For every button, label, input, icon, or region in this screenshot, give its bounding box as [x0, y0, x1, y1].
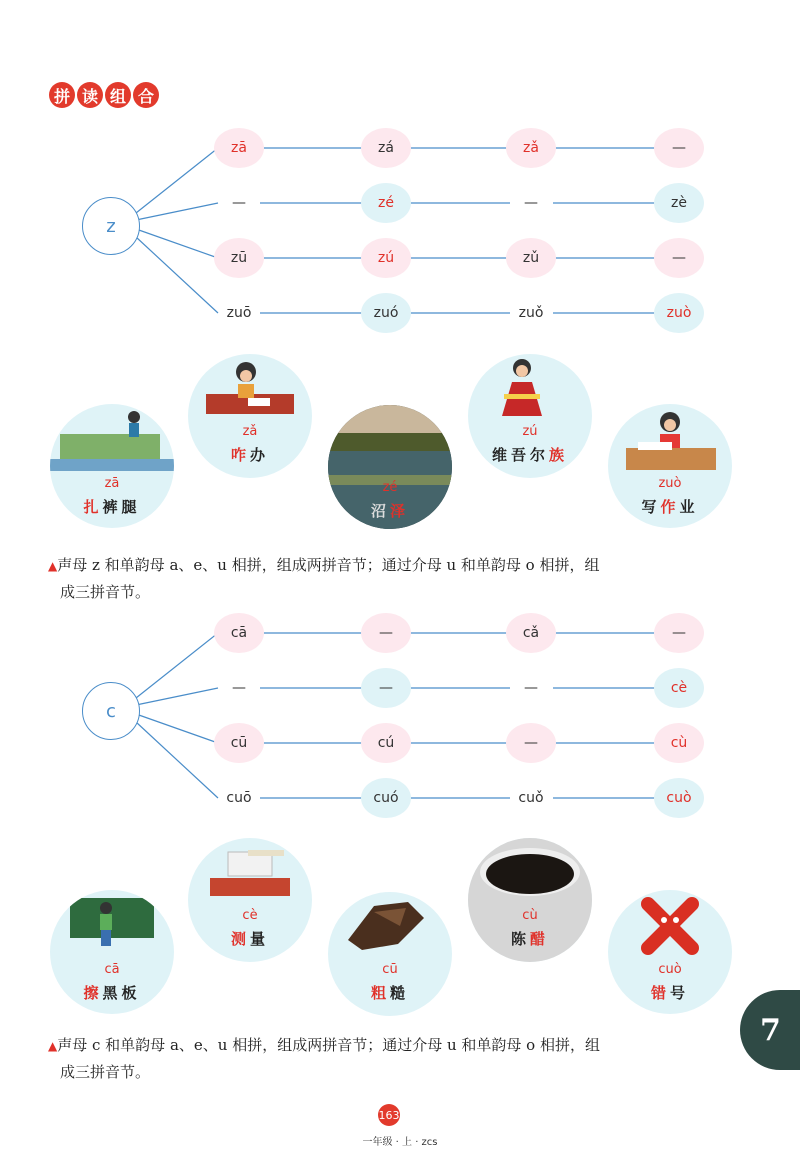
page-number: 163: [378, 1104, 400, 1126]
syllable-cell: cǎ: [506, 613, 556, 653]
word-label: 沼泽: [370, 502, 410, 520]
syllable-cell: zé: [361, 183, 411, 223]
syllable-cell: cuò: [654, 778, 704, 818]
syllable-cell: cuǒ: [518, 790, 544, 806]
syllable-cell: zǎ: [506, 128, 556, 168]
syllable-cell: zá: [361, 128, 411, 168]
pinyin-label: cū: [382, 962, 398, 977]
pinyin-label: cuò: [658, 962, 682, 977]
pinyin-label: zú: [522, 424, 538, 439]
syllable-cell: —: [654, 238, 704, 278]
z-explanation-note: ▲声母 z 和单韵母 a、e、u 相拼，组成两拼音节；通过介母 u 和单韵母 o 相拼，组 成三拼音节。: [48, 556, 600, 601]
c-explanation-note: ▲声母 c 和单韵母 a、e、u 相拼，组成两拼音节；通过介母 u 和单韵母 o 相拼，组 成三拼音节。: [48, 1036, 600, 1081]
syllable-cell: zū: [214, 238, 264, 278]
title-char: 合: [133, 82, 159, 108]
syllable-cell: zǔ: [506, 238, 556, 278]
word-label: 写作业: [641, 498, 699, 516]
syllable-cell: cù: [654, 723, 704, 763]
syllable-cell: —: [361, 668, 411, 708]
word-label: 维吾尔族: [491, 446, 569, 464]
syllable-cell: cè: [654, 668, 704, 708]
syllable-cell: zuó: [361, 293, 411, 333]
syllable-cell: cuō: [226, 790, 252, 806]
syllable-cell: zuǒ: [518, 305, 544, 321]
pinyin-label: cù: [522, 908, 538, 923]
word-label: 陈醋: [510, 930, 550, 948]
picture-zaban: [188, 354, 312, 478]
title-char: 拼: [49, 82, 75, 108]
pinyin-label: cè: [242, 908, 258, 923]
initial-c: c: [82, 682, 140, 740]
word-label: 错号: [650, 984, 690, 1002]
title-char: 组: [105, 82, 131, 108]
pinyin-label: cā: [104, 962, 120, 977]
picture-chencu: [468, 838, 592, 962]
syllable-cell: —: [232, 680, 246, 696]
triangle-marker-icon: ▲: [48, 1039, 58, 1053]
picture-celiang: [188, 838, 312, 962]
pinyin-label: zé: [382, 480, 398, 495]
picture-cuohao: [608, 890, 732, 1014]
syllable-cell: —: [654, 613, 704, 653]
word-label: 咋办: [230, 446, 270, 464]
picture-xie-zuoye: [608, 404, 732, 528]
initial-z: z: [82, 197, 140, 255]
word-label: 扎裤腿: [83, 498, 141, 516]
word-label: 测量: [230, 930, 270, 948]
syllable-cell: zú: [361, 238, 411, 278]
syllable-cell: —: [524, 195, 538, 211]
title-char: 读: [77, 82, 103, 108]
triangle-marker-icon: ▲: [48, 559, 58, 573]
syllable-cell: —: [524, 680, 538, 696]
pinyin-label: zǎ: [242, 424, 258, 439]
syllable-cell: —: [654, 128, 704, 168]
syllable-cell: —: [361, 613, 411, 653]
syllable-cell: zuō: [226, 305, 252, 321]
picture-ca-heiban: [50, 890, 174, 1014]
word-label: 擦黑板: [83, 984, 141, 1002]
pinyin-label: zā: [104, 476, 120, 491]
page-footer: 一年级 · 上 · zcs: [362, 1137, 438, 1148]
z-spelling-grid: [0, 125, 800, 345]
syllable-cell: zā: [214, 128, 264, 168]
syllable-cell: —: [506, 723, 556, 763]
section-title: [49, 82, 159, 108]
syllable-cell: cū: [214, 723, 264, 763]
syllable-cell: zè: [654, 183, 704, 223]
syllable-cell: —: [232, 195, 246, 211]
syllable-cell: zuò: [654, 293, 704, 333]
picture-weiwuer-zu: [468, 354, 592, 478]
picture-zhaoze: [328, 405, 452, 529]
syllable-cell: cuó: [361, 778, 411, 818]
word-label: 粗糙: [370, 984, 410, 1002]
syllable-cell: cā: [214, 613, 264, 653]
c-spelling-grid: [0, 610, 800, 830]
picture-cucao: [328, 892, 452, 1016]
syllable-cell: cú: [361, 723, 411, 763]
picture-zha-kutui: [50, 404, 174, 528]
pinyin-label: zuò: [658, 476, 682, 491]
chapter-tab: 7: [740, 990, 800, 1070]
